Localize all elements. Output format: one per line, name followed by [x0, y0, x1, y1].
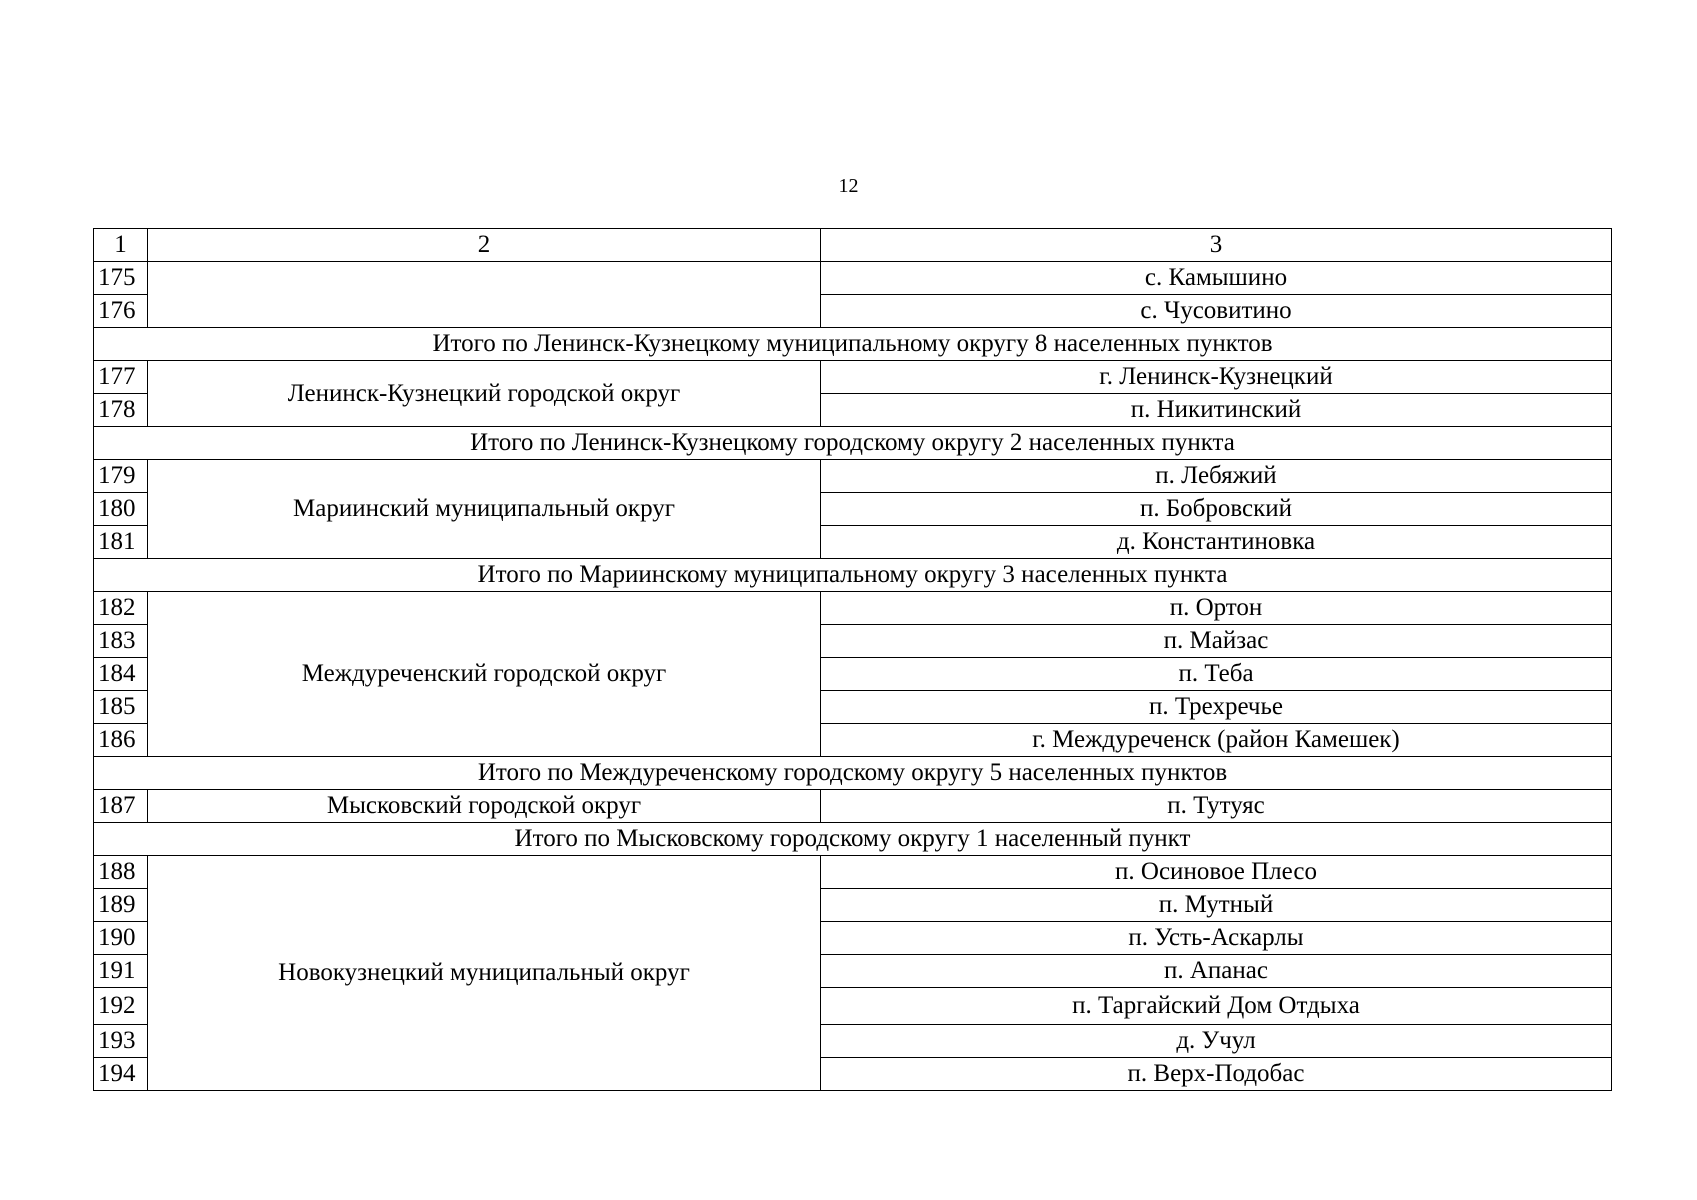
row-number: 181 [94, 526, 148, 559]
header-cell-2: 2 [148, 229, 821, 262]
total-row [94, 328, 1612, 361]
settlement-cell: п. Усть-Аскарлы [821, 922, 1612, 955]
row-number: 183 [94, 625, 148, 658]
total-cell: Итого по Мариинскому муниципальному округу 3 населенных пункта [94, 559, 1612, 592]
settlement-cell: п. Верх-Подобас [821, 1058, 1612, 1091]
header-cell-3: 3 [821, 229, 1612, 262]
district-cell: Междуреченский городской округ [148, 592, 821, 757]
row-number: 186 [94, 724, 148, 757]
total-cell: Итого по Мысковскому городскому округу 1 населенный пункт [94, 823, 1612, 856]
table-row [94, 856, 1612, 889]
row-number: 179 [94, 460, 148, 493]
table-row [94, 790, 1612, 823]
district-cell: Мариинский муниципальный округ [148, 460, 821, 559]
row-number: 175 [94, 262, 148, 295]
district-cell: Новокузнецкий муниципальный округ [148, 856, 821, 1091]
settlement-cell: п. Лебяжий [821, 460, 1612, 493]
row-number: 176 [94, 295, 148, 328]
row-number: 178 [94, 394, 148, 427]
row-number: 194 [94, 1058, 148, 1091]
district-cell [148, 262, 821, 328]
row-number: 185 [94, 691, 148, 724]
table-row [94, 262, 1612, 295]
settlement-cell: п. Тутуяс [821, 790, 1612, 823]
table-row [94, 592, 1612, 625]
row-number: 188 [94, 856, 148, 889]
total-row [94, 757, 1612, 790]
row-number: 191 [94, 955, 148, 988]
table-row [94, 460, 1612, 493]
row-number: 192 [94, 988, 148, 1025]
row-number: 177 [94, 361, 148, 394]
district-cell: Ленинск-Кузнецкий городской округ [148, 361, 821, 427]
settlements-table [93, 228, 1612, 1091]
settlement-cell: п. Майзас [821, 625, 1612, 658]
row-number: 184 [94, 658, 148, 691]
settlement-cell: с. Камышино [821, 262, 1612, 295]
settlement-cell: п. Бобровский [821, 493, 1612, 526]
settlement-cell: с. Чусовитино [821, 295, 1612, 328]
total-cell: Итого по Ленинск-Кузнецкому муниципальному округу 8 населенных пунктов [94, 328, 1612, 361]
row-number: 182 [94, 592, 148, 625]
settlement-cell: п. Мутный [821, 889, 1612, 922]
settlement-cell: п. Осиновое Плесо [821, 856, 1612, 889]
total-row [94, 823, 1612, 856]
table-header-row [94, 229, 1612, 262]
settlement-cell: п. Апанас [821, 955, 1612, 988]
district-cell: Мысковский городской округ [148, 790, 821, 823]
settlement-cell: д. Учул [821, 1025, 1612, 1058]
settlement-cell: п. Теба [821, 658, 1612, 691]
row-number: 193 [94, 1025, 148, 1058]
total-cell: Итого по Ленинск-Кузнецкому городскому округу 2 населенных пункта [94, 427, 1612, 460]
header-cell-1: 1 [94, 229, 148, 262]
settlement-cell: п. Никитинский [821, 394, 1612, 427]
settlement-cell: г. Ленинск-Кузнецкий [821, 361, 1612, 394]
page-number: 12 [838, 175, 859, 197]
total-row [94, 427, 1612, 460]
total-cell: Итого по Междуреченскому городскому округу 5 населенных пунктов [94, 757, 1612, 790]
settlement-cell: п. Таргайский Дом Отдыха [821, 988, 1612, 1025]
settlement-cell: г. Междуреченск (район Камешек) [821, 724, 1612, 757]
settlement-cell: п. Трехречье [821, 691, 1612, 724]
row-number: 189 [94, 889, 148, 922]
table-row [94, 361, 1612, 394]
row-number: 187 [94, 790, 148, 823]
settlement-cell: д. Константиновка [821, 526, 1612, 559]
settlement-cell: п. Ортон [821, 592, 1612, 625]
row-number: 190 [94, 922, 148, 955]
row-number: 180 [94, 493, 148, 526]
total-row [94, 559, 1612, 592]
